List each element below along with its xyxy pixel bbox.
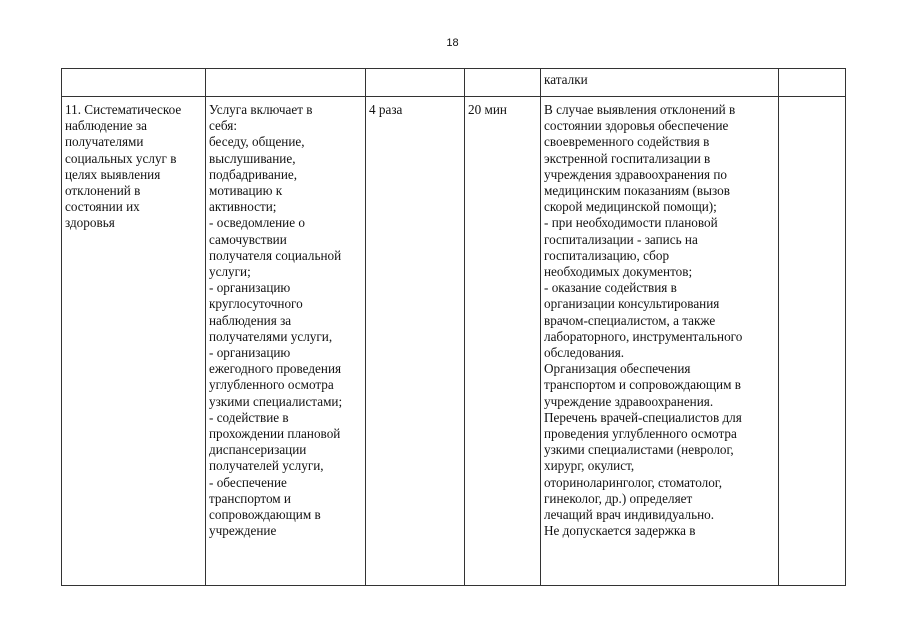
table-row-continuation <box>62 69 846 97</box>
cell-empty <box>779 97 846 586</box>
cell-empty <box>206 69 366 97</box>
cell-empty <box>62 69 206 97</box>
services-table <box>61 68 846 586</box>
cell-empty <box>465 69 541 97</box>
cell-conditions-continuation: каталки <box>541 69 779 97</box>
cell-conditions: В случае выявления отклонений в состоянии здоровья обеспечение своевременного содействия в экстренной госпитализации в учреждения здравоохранения по медицинским показаниям (вызов скорой медицинской помощи); - при необходимости плановой госпитализации - запись на госпитализацию, сбор необходимых документов; - оказание содействия в организации консультирования врачом-специалистом, а также лабораторного, инструментального обследования. Организация обеспечения транспортом и сопровождающим в учреждение здравоохранения. Перечень врачей-специалистов для проведения углубленного осмотра узкими специалистами (невролог, хирург, окулист, оториноларинголог, стоматолог, гинеколог, др.) определяет лечащий врач индивидуально. Не допускается задержка в <box>541 97 779 586</box>
cell-frequency: 4 раза <box>366 97 465 586</box>
table-row-service-11 <box>62 97 846 586</box>
cell-service-description: Услуга включает в себя: беседу, общение, выслушивание, подбадривание, мотивацию к активности; - осведомление о самочувствии получателя социальной услуги; - организацию круглосуточного наблюдения за получателями услуги, - организацию ежегодного проведения углубленного осмотра узкими специалистами; - содействие в прохождении плановой диспансеризации получателей услуги, - обеспечение транспортом и сопровождающим в учреждение <box>206 97 366 586</box>
cell-empty <box>366 69 465 97</box>
cell-duration: 20 мин <box>465 97 541 586</box>
page-number: 18 <box>446 37 459 49</box>
cell-empty <box>779 69 846 97</box>
cell-service-name: 11. Систематическое наблюдение за получателями социальных услуг в целях выявления отклонений в состоянии их здоровья <box>62 97 206 586</box>
